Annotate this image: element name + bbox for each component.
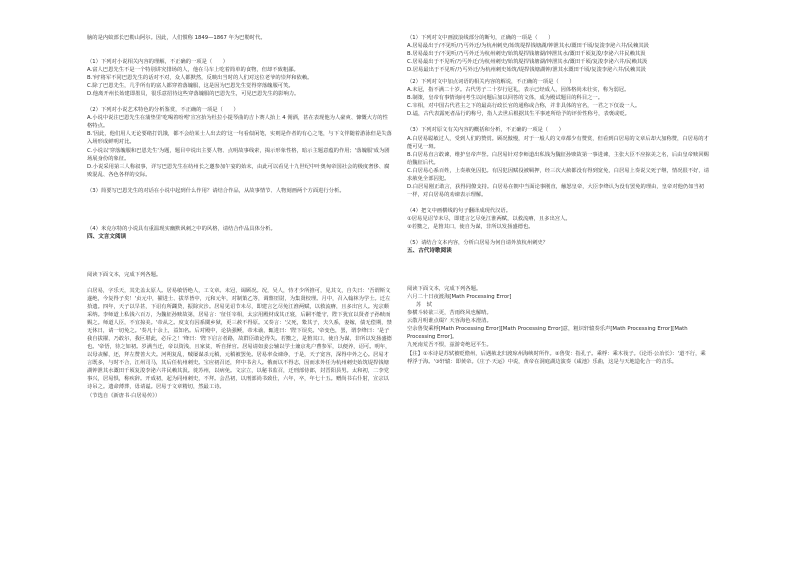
text-line: （节选自《新唐书·白居易传》）	[87, 392, 161, 399]
right-column	[407, 34, 709, 366]
text-line: D.他离开州长始建即墨员，很乐意招待这些穿落魄服的巴恩先生，可见巴恩先生的影响力。	[87, 91, 300, 98]
text-line: D.白居易刚正敢言，获得同僚支持。白居易在朝中当面论事刚直，触怒皇帝，大臣李绛认为没有罢免的理由，皇帝对他仍如当初一样，对白居易的劝谏表示理解。	[407, 183, 705, 198]
section-heading: 四、文言文阅读	[87, 233, 127, 240]
text-line: B.居易最出于/不见听/乃丐外迁为杭州刺史/始筑堤捍钱塘湖/钟泄其水/溉田千顷复浚/李泌六井民赖其汲	[407, 51, 646, 58]
text-line: 阅读下面文本，完成下列各题。	[407, 286, 482, 293]
text-line: C.小说以'穿落魄服和巴恩先生'为题，题目中说出主要人物、点明故事线索，揭示形象性格，暗示主题意蕴的作用；'落魄服'成为剧场展身份的象征。	[87, 147, 390, 162]
spacer	[87, 179, 392, 187]
text-line: A.居易最出于/不见听/乃丐外迁/为杭州刺史/始筑堤捍钱塘湖/钟泄其水/溉田千顷/复浚李泌六井/民赖其汲	[407, 43, 649, 50]
text-line: 六月二十日夜渡海[Math Processing Error]	[407, 294, 512, 301]
text-line: （3）简要写巴恩先生的对话在小说中起到什么作用？请结合作品，从故事情节、人物刻画两个方面进行分析。	[87, 187, 345, 194]
spacer	[407, 255, 709, 285]
text-line: 空余鲁叟乘桴[Math Processing Error][Math Processing Error]意，粗识轩辕奏乐声[Math Processing Error][Math Processing Error]。	[407, 326, 688, 341]
text-line: （2）下列对小说艺术特色的分析鉴赏，不正确的一项是（ ）	[87, 107, 239, 114]
text-line: B.白居易直言敢谏，维护皇帝声誉。白居易针对李师道出私钱为魏征孙赎故第一事进谏，主张大臣不应掠美之名，后由皇帝赎回赐给魏征后代。	[407, 151, 709, 166]
text-line: A.白居易聪敏过人，受到人们的赞赏。顾况傲慢，对于一般人的文章都少有赞赏，但看到白居易的文章后却大加称赞，白居易的才能可见一斑。	[407, 135, 709, 150]
spacer	[407, 231, 709, 239]
text-line: A.未冠，指不满二十岁。古代男子二十岁行冠礼，表示已经成人，因体格尚未壮实，称为弱冠。	[407, 87, 630, 94]
text-line: D.居易最出于不见听/乃丐外迁/为杭州刺史始筑/堤捍钱塘湖钟/泄其水溉田千顷/复浚李泌六井/民赖其汲	[407, 67, 646, 74]
text-line: 白居易，字乐天，其先盖太原人。居易敏悟绝人，工文章。未冠，谒顾况。况，吴人，恃才少所推可，见其文，自失曰：'吾谓斯文遂绝，今复得子矣！'贞元中，擢进士、拔萃皆中，元和元年，对制策乙等，调盩厔尉，为集贤校理。月中，召入翰林为学士。迁左拾遗。四年，天子以旱甚，下诏有所蠲贷，振除灾沴。居易见诏节未尽，即建言乞尽免江淮两赋，以救流瘠，且多出宫人。宪宗颇采纳。李师道上私钱六百万，为魏征孙赎故第，居易言：'征任宰相，太宗用殿材成其正寝，后嗣不能守，陛下犹宜以贤者子孙赎而赐之。师道人臣，不宜掠美。'帝从之。度支有囚系闃乡狱，更三赦不得原。又奏言：'父死，絷其子，夫久系，妻嫁，债无偿期，禁无休日，请一切免之。'奏凡十余上，益知名。后对殿中，论执强鲠，帝未谕，辄进曰：'陛下误矣。'帝变色，罢，谓李绛曰：'是子我自拔擢，乃敢尔，我叵堪此，必斥之！'绛曰：'陛下启言者路，故群臣敢论得失。若黜之，是箝其口，使自为谋，非所以发扬盛德也。'帝悟，待之如初。岁满当迁，帝以资浅，且家贫，听自择官。居易请如姜公辅以学士兼京兆户曹参军，以便养，诏可。明年，以母丧解，还，拜左赞善大夫。河朔复乱，贼屡谋杀元稹，元稹被罢免。居易率众谏诤，于是，天子宽容，深得中外之心。居易才言既多，与时不合，江州司马，其后任杭州刺史。宝应初召还，拜中书舍人。俄而以不得志，因而求外任为杭州刺史始筑堤捍钱塘湖钟泄其水溉田千顷复浚李泌六井民赖其汲。徙苏州，以病免。文宗立，以秘书监召，迁刑部侍郎，封晋阳县男。太和初，二李党事兴，居易惧，称疾辞。开成初，起为同州刺史，不拜。会昌初，以刑部尚书致仕，六年，卒，年七十五。赠尚书右仆射，宣宗以诗吊之。遗命薄葬，毋请谥。居易于文章精切，然最工诗。	[87, 287, 392, 391]
text-line: C.居易最出于不见听/乃丐外迁/为杭州刺史/始筑堤捍钱塘湖/钟泄其水/溉田千顷/复浚李泌六井/民赖其汲	[407, 59, 648, 66]
text-line: （1）下列对小说相关内容的理解，不正确的一项是（ ）	[87, 59, 229, 66]
spacer	[407, 199, 709, 207]
text-line: 脑的是内蚊部长巴勒山阿尔。因此，人们惯称 1849—1867 年为巴勒时代。	[87, 35, 266, 41]
text-line: 云散月明谁点缀？天容海色本澄清。	[407, 318, 492, 325]
text-line: ②若黜之，是箝其口，使自为谋，非所以发扬盛德也。	[407, 223, 534, 230]
text-line: D.小说采用第三人称叙事，详写巴恩先生在纺州长之邀参加午宴的始末，由此可以看见十九世纪中叶奥匈帝国社会的极度奢侈、腐败混乱、各色各样的交际。	[87, 163, 390, 178]
spacer	[87, 42, 392, 58]
text-line: （5）请结合文本内容，分析白居易为何自请外放杭州刺史？	[407, 240, 549, 247]
left-column	[87, 34, 392, 400]
spacer	[87, 241, 392, 271]
text-line: C.白居易心系百姓，上奏赦免囚犯。有囚犯因赋役被羁押，经三次大赦都没有得到宽免，白居易上奏说父死子继，情况很不好，请求赦免全部囚犯。	[407, 167, 709, 182]
text-line: C.除了巴恩先生，几乎所有的富人都穿着落魄服，这是因为巴恩先生觉得穿落魄服可笑。	[87, 83, 294, 90]
text-line: （2）下列对文中加点词语的相关内容的解说，不正确的一项是（ ）	[407, 79, 575, 86]
spacer	[407, 118, 709, 126]
text-line: B.'因此，他们用人无论要绪打饥饿，都不会给某士人出去的'这一句看似闲笔，实则是作者的有心之笔，与下文伴随着游泳但是失落入场形成鲜明对比。	[87, 131, 392, 146]
section-heading: 五、古代诗歌阅读	[407, 248, 452, 255]
spacer	[87, 195, 392, 225]
text-line: 九死南荒吾不恨，兹游奇绝冠平生。	[407, 342, 492, 349]
text-line: B.'何'将军不同巴恩先生的话对不对，众人都默然，反映出当时的人们对这位老爷的崇拜和依赖。	[87, 75, 313, 82]
text-line: （1）下列对文中画波浪线部分的断句，正确的一项是（ ）	[407, 35, 554, 41]
text-line: A.富人巴恩先生不是一个特别讲究排场的人，他在马车上吃着简单的食物，但却不致粗鄙。	[87, 67, 299, 74]
spacer	[87, 98, 392, 106]
text-line: 【注】①本诗是苏轼被贬儋州，后遇赦北归渡琼州海峡时所作。②鲁叟：指孔子。乘桴：乘木筏子。《论语·公冶长》：'道不行，乘桴浮于海。'③轩辕：即黄帝。《庄子·天运》中说，黄帝在洞庭湖边演奏《咸池》乐曲，这是与天地造化合一的音乐。	[407, 350, 706, 365]
text-line: 阅读下面文本，完成下列各题。	[87, 271, 162, 278]
text-line: A.小说中说注巴恩先生在蒲垫里'吃喝着吩咐'宣宫抬为杜拉小提琴曲的吉卜赛人抬上 4 佣酒，甚在表现他为人豪爽、慷慨大方的性格特点。	[87, 115, 388, 130]
text-line: （4）把文中画横线的句子翻译成现代汉语。	[407, 207, 512, 214]
text-line: 参横斗转欲三更，苦雨终风也解晴。	[407, 310, 492, 317]
text-line: ①居易见诏节未尽，即建言乞尽免江淮两赋，以救流瘠，且多出宫人。	[407, 215, 571, 222]
text-line: C.宰相，对中国古代君主之下的最高行政长官的通称或合称，并非具体的官名，一君之下仅设一人。	[407, 103, 641, 110]
text-line: 苏 轼	[416, 302, 432, 309]
text-line: （4）米克尔特的小说具有重温现实幽默讽刺之中的风格，请结合作品具体分析。	[87, 225, 276, 232]
text-line: （3）下列对原文有关内容的概括和分析，不正确的一项是（ ）	[407, 127, 564, 134]
text-line: D.谥，古代表露死者品行的称号，指人去世后根据其生平事迹所给予的评价性称号，表褒或贬。	[407, 111, 630, 118]
spacer	[87, 279, 392, 287]
text-line: B.制策，皇帝有事情询问考生以问题后加以回答的文体，成为殿试题目的科目之一。	[407, 95, 604, 102]
